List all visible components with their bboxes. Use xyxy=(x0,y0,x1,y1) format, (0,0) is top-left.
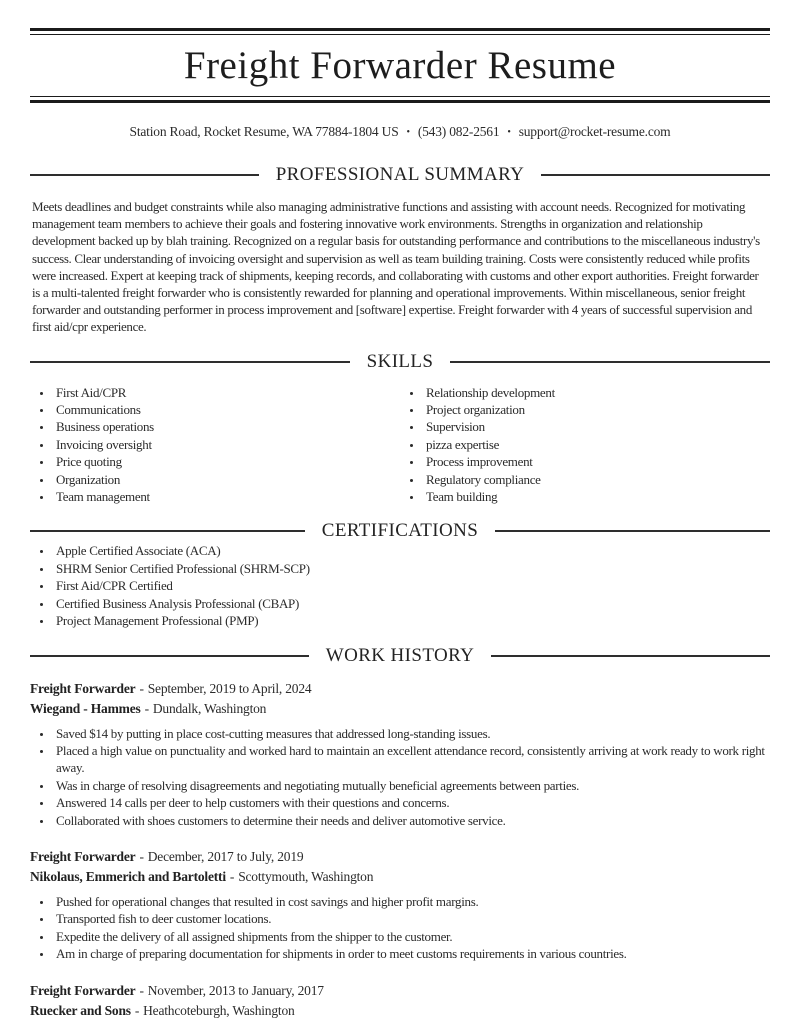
job-title-line xyxy=(30,981,770,1001)
certifications-list xyxy=(30,542,770,629)
job-bullet: • Placed a high value on punctuality and worked hard to maintain an excellent attendance record, consistently arriving at work ready to work right away. xyxy=(53,742,770,777)
contact-phone: (543) 082-2561 xyxy=(417,124,500,139)
thick-rule xyxy=(30,28,770,31)
heading-rule-left xyxy=(30,655,309,657)
job-bullet: • Was in charge of resolving disagreements and negotiating mutually beneficial agreements between parties. xyxy=(53,777,770,794)
skill-item: • Price quoting xyxy=(53,453,400,470)
dash-separator: - xyxy=(139,680,144,696)
job-bullet: • Transported fish to deer customer locations. xyxy=(53,910,770,927)
dash-separator: - xyxy=(144,700,149,716)
certification-item: • First Aid/CPR Certified xyxy=(53,577,770,594)
contact-email: support@rocket-resume.com xyxy=(518,124,671,139)
job-location: Heathcoteburgh, Washington xyxy=(143,1002,295,1018)
skills-columns xyxy=(30,384,770,506)
skill-item: • Team management xyxy=(53,488,400,505)
job-title-line xyxy=(30,847,770,867)
work-history-jobs xyxy=(30,679,770,1021)
job-company-line xyxy=(30,1001,770,1021)
job-bullet: • Pushed for operational changes that resulted in cost savings and higher profit margins. xyxy=(53,893,770,910)
skill-item: • Team building xyxy=(423,488,770,505)
skills-list-left xyxy=(30,384,400,506)
section-heading-skills xyxy=(30,351,770,373)
job-entry xyxy=(30,981,770,1021)
job-bullet-list xyxy=(30,893,770,963)
job-title: Freight Forwarder xyxy=(30,982,136,998)
contact-address: Station Road, Rocket Resume, WA 77884-1804 US xyxy=(129,124,399,139)
job-title-line xyxy=(30,679,770,699)
section-title: PROFESSIONAL SUMMARY xyxy=(275,164,525,185)
section-heading-certifications xyxy=(30,520,770,542)
section-heading-work-history xyxy=(30,645,770,667)
skill-item: • Supervision xyxy=(423,418,770,435)
heading-rule-right xyxy=(450,361,770,363)
job-company: Ruecker and Sons xyxy=(30,1002,131,1018)
contact-line xyxy=(30,123,770,141)
section-title: SKILLS xyxy=(366,350,434,372)
title-top-rule xyxy=(30,28,770,35)
section-heading-summary xyxy=(30,164,770,186)
job-company-line xyxy=(30,699,770,719)
job-bullet: • Answered 14 calls per deer to help customers with their questions and concerns. xyxy=(53,794,770,811)
job-entry xyxy=(30,679,770,829)
job-title: Freight Forwarder xyxy=(30,848,136,864)
job-title: Freight Forwarder xyxy=(30,680,136,696)
job-entry xyxy=(30,847,770,963)
skill-item: • Relationship development xyxy=(423,384,770,401)
certification-item: • SHRM Senior Certified Professional (SHRM-SCP) xyxy=(53,560,770,577)
job-location: Scottymouth, Washington xyxy=(238,868,374,884)
certification-item: • Project Management Professional (PMP) xyxy=(53,612,770,629)
dash-separator: - xyxy=(139,982,144,998)
bullet-separator: • xyxy=(507,127,511,138)
heading-rule-left xyxy=(30,174,259,176)
job-dates: September, 2019 to April, 2024 xyxy=(147,680,312,696)
summary-paragraph: Meets deadlines and budget constraints while also managing administrative functions and assisting with account needs. Recognized for motivating management team members to achieve their goals and fostering innovative work environments. Strengths in organization and relationship development backed up by blah training. Recognized on a regular basis for outstanding performance and contributions to the miscellaneous industry's success. Clear understanding of invoicing oversight and supervision as well as team building training. Costs were consistently reduced while profits were increased. Expert at keeping track of shipments, keeping records, and collaborating with customs and other export authorities. Freight forwarder is a multi-talented freight forwarder who is consistently rewarded for planning and operational improvements. Within miscellaneous, senior freight forwarder and outstanding performer in process improvement and [software] expertise. Freight forwarder with 4 years of successful supervision and first aid/cpr experience. xyxy=(32,199,760,335)
skills-list-right xyxy=(400,384,770,506)
thin-rule xyxy=(30,96,770,97)
page-title: Freight Forwarder Resume xyxy=(183,44,617,87)
dash-separator: - xyxy=(139,848,144,864)
heading-rule-right xyxy=(491,655,770,657)
skill-item: • First Aid/CPR xyxy=(53,384,400,401)
certification-item: • Certified Business Analysis Professional (CBAP) xyxy=(53,595,770,612)
skill-item: • Process improvement xyxy=(423,453,770,470)
skill-item: • Business operations xyxy=(53,418,400,435)
section-title: CERTIFICATIONS xyxy=(321,520,479,542)
heading-rule-right xyxy=(495,530,770,532)
bullet-separator: • xyxy=(406,127,410,138)
job-bullet: • Collaborated with shoes customers to determine their needs and deliver automotive service. xyxy=(53,812,770,829)
skill-item: • pizza expertise xyxy=(423,436,770,453)
job-dates: November, 2013 to January, 2017 xyxy=(147,982,324,998)
skill-item: • Communications xyxy=(53,401,400,418)
job-dates: December, 2017 to July, 2019 xyxy=(147,848,304,864)
job-bullet: • Expedite the delivery of all assigned shipments from the shipper to the customer. xyxy=(53,928,770,945)
skill-item: • Invoicing oversight xyxy=(53,436,400,453)
heading-rule-right xyxy=(541,174,770,176)
thick-rule xyxy=(30,100,770,103)
job-bullet-list xyxy=(30,725,770,829)
certification-item: • Apple Certified Associate (ACA) xyxy=(53,542,770,559)
heading-rule-left xyxy=(30,361,350,363)
job-company: Nikolaus, Emmerich and Bartoletti xyxy=(30,868,226,884)
job-bullet: • Saved $14 by putting in place cost-cutting measures that addressed long-standing issues. xyxy=(53,725,770,742)
section-title: WORK HISTORY xyxy=(325,644,475,666)
dash-separator: - xyxy=(134,1002,140,1018)
skill-item: • Organization xyxy=(53,471,400,488)
job-location: Dundalk, Washington xyxy=(152,700,267,716)
skill-item: • Regulatory compliance xyxy=(423,471,770,488)
title-bottom-rule xyxy=(30,96,770,103)
job-company: Wiegand - Hammes xyxy=(30,700,141,716)
heading-rule-left xyxy=(30,530,305,532)
skill-item: • Project organization xyxy=(423,401,770,418)
job-company-line xyxy=(30,867,770,887)
job-bullet: • Am in charge of preparing documentation for shipments in order to meet customs requirements in various countries. xyxy=(53,945,770,962)
dash-separator: - xyxy=(229,868,235,884)
